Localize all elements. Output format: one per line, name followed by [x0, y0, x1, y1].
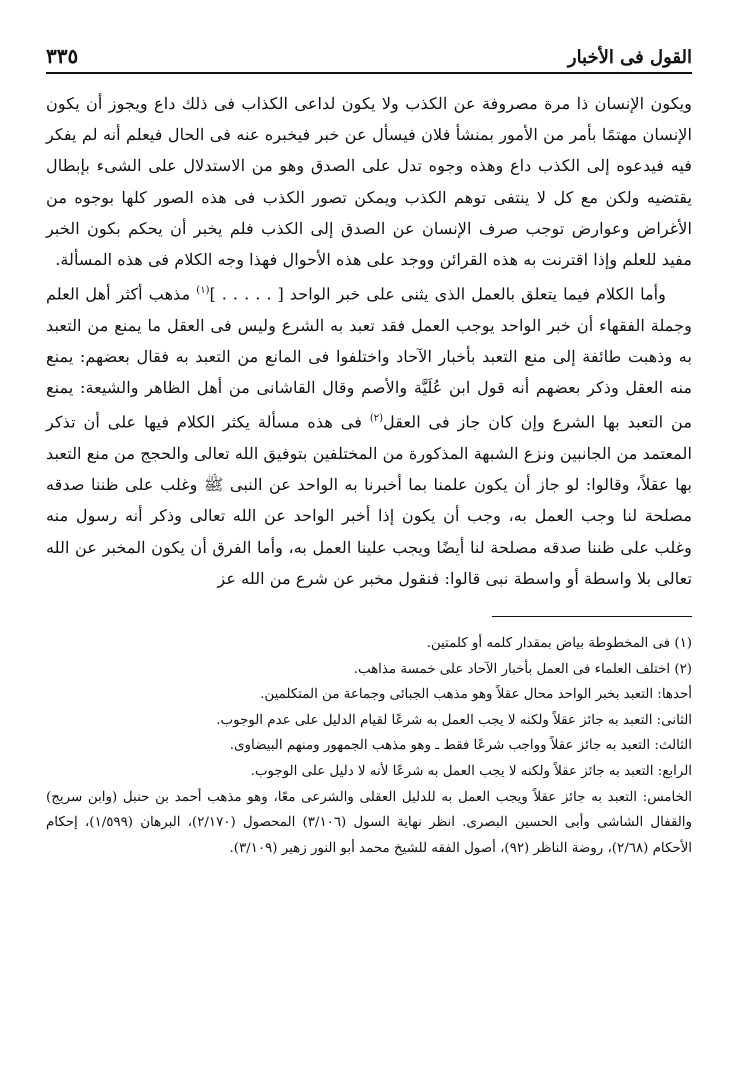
footnote-item: أحدها: التعبد بخبر الواحد محال عقلاً وهو مذهب الجبائى وجماعة من المتكلمين. — [260, 687, 692, 703]
text-span: مذهب أكثر أهل العلم وجملة الفقهاء أن خبر الواحد يوجب العمل فقد تعبد به الشرع وليس فى العقل ما يمنع من التعبد به وذهبت طائفة إلى منع التعبد بأخبار الآحاد واختلفوا فى المانع من التعبد به فقال بعضهم: يمنع منه العقل وذكر بعضهم أنه قول ابن عُلَيَّة والأصم وقال القاشانى من أهل الظاهر والشيعة: يمنع من التعبد بها الشرع وإن كان جاز فى العقل — [46, 284, 692, 432]
footnote: (٢) اختلف العلماء فى العمل بأخبار الآحاد على خمسة مذاهب. — [353, 661, 692, 677]
page-header — [46, 38, 692, 74]
main-text — [46, 88, 692, 594]
text-span: وأما الكلام فيما يتعلق بالعمل الذى يثنى على خبر الواحد [ . . . . . ] — [209, 284, 666, 304]
running-title: القول فى الأخبار — [567, 47, 692, 68]
footnote-item: الثانى: التعبد به جائز عقلاً ولكنه لا يجب العمل به شرعًا لقيام الدليل على عدم الوجوب. — [216, 712, 692, 728]
footnote: (١) فى المخطوطة بياض بمقدار كلمه أو كلمتين. — [426, 636, 692, 652]
paragraph: ويكون الإنسان ذا مرة مصروفة عن الكذب ولا يكون لداعى الكذاب فى ذلك داع ويجوز أن يكون الإنسان مهتمًا بأمر من الأمور بمنشأ فلان فيسأل عن خبر فيخبره عنه فى الحال فيعلم أنه لم يفكر فيه فيدعوه إلى الكذب داع وهذه وجوه تدل على الصدق وهو من الاستدلال على الشىء بإبطال يقتضيه ولكن مع كل لا ينتفى توهم الكذب ويمكن تصور الكذب فى هذه الصور كلها بوجوه من الأغراض وعوارض توجب صرف الإنسان عن الصدق إلى الكذب فلم يخبر أن يحكم بكون الخبر مفيد للعلم وإذا اقترنت به هذه القرائن ووجد على هذه الأحوال فهذا وجه الكلام فى هذه المسألة. — [46, 94, 692, 270]
footnotes — [46, 631, 692, 861]
page-number: ٣٣٥ — [46, 44, 79, 68]
footnote-item: الخامس: التعبد به جائز عقلاً ويجب العمل به للدليل العقلى والشرعى معًا، وهو مذهب أحمد بن حنبل (وابن سريج) والقفال الشاشى وأبى الحسين البصرى. انظر نهاية السول (٣/١٠٦) المحصول (٢/١٧٠)، البرهان (١/٥٩٩)، إحكام الأحكام (٢/٦٨)، روضة الناظر (٩٢)، أصول الفقه للشيخ محمد أبو النور زهير (٣/١٠٩). — [46, 789, 692, 856]
paragraph — [46, 275, 692, 594]
footnote-marker: (١) — [196, 285, 210, 297]
text-span: فى هذه مسألة يكثر الكلام فيها على أن تذكر المعتمد من الجانبين ونزع الشبهة المذكورة من المختلفين بتوفيق الله تعالى والحجج من منع التعبد بها عقلاً، وقالوا: لو جاز أن يكون علمنا بما أخبرنا به الواحد عن النبى ﷺ وغلب على ظننا صدقه مصلحة لنا وجب العمل به، وجب أن يكون إذا أخبر الواحد عن الله تعالى وذكر أنه رسول منه وغلب على ظننا صدقه مصلحة لنا أيضًا ويجب علينا العمل به، وأما الفرق أن يكون المخبر عن الله تعالى بلا واسطة أو واسطة نبى قالوا: فنقول مخبر عن شرع من الله عز — [46, 412, 692, 588]
footnote-item: الثالث: التعبد به جائز عقلاً وواجب شرعًا فقط ـ وهو مذهب الجمهور ومنهم البيضاوى. — [229, 738, 692, 754]
footnote-marker: (٢) — [369, 413, 384, 425]
footnote-item: الرابع: التعبد به جائز عقلاً ولكنه لا يجب العمل به شرعًا لأنه لا دليل على الوجوب. — [250, 764, 692, 779]
footnote-separator — [492, 616, 692, 617]
